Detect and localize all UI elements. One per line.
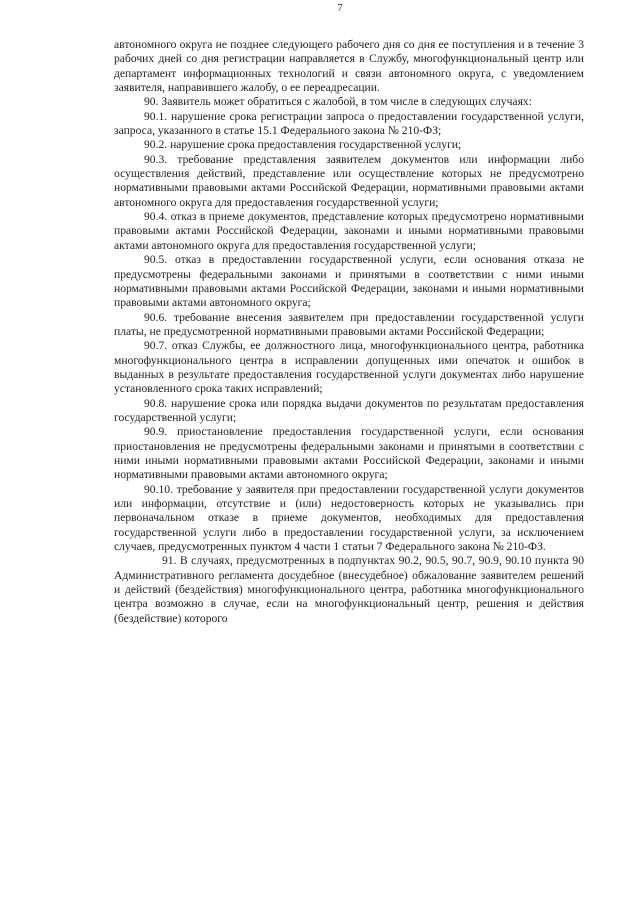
- paragraph: 90.8. нарушение срока или порядка выдачи документов по результатам предоставления государственной услуги;: [114, 396, 584, 424]
- paragraph: 90.1. нарушение срока регистрации запроса о предоставлении государственной услуги, запроса, указанного в статье 15.1 Федерального закона № 210-ФЗ;: [114, 109, 584, 138]
- paragraph: 90.6. требование внесения заявителем при предоставлении государственной услуги платы, не предусмотренной нормативными правовыми актами Российской Федерации;: [114, 310, 584, 338]
- paragraph: 90.7. отказ Службы, ее должностного лица, многофункционального центра, работника многофункционального центра в исправлении допущенных ими опечаток и ошибок в выданных в результате предоставления государственной услуги документах либо нарушение установленного срока таких исправлений;: [114, 339, 584, 396]
- page-number: 7: [337, 2, 343, 14]
- paragraph-continuation: автономного округа не позднее следующего рабочего дня со дня ее поступления и в течение 3 рабочих дней со дня регистрации направляется в Службу, многофункциональный центр или департамент информационных технологий и связи автономного округа, с уведомлением заявителя, направившего жалобу, о ее переадресации.: [114, 38, 584, 95]
- paragraph: 90.4. отказ в приеме документов, представление которых предусмотрено нормативными правовыми актами Российской Федерации, законами и иными нормативными правовыми актами автономного округа для предоставления государственной услуги;: [114, 210, 584, 252]
- document-body: [114, 38, 584, 626]
- paragraph: 90.10. требование у заявителя при предоставлении государственной услуги документов или информации, отсутствие и (или) недостоверность которых не указывались при первоначальном отказе в приеме документов, необходимых для предоставления государственной услуги либо в предоставлении государственной услуги, за исключением случаев, предусмотренных пунктом 4 части 1 статьи 7 Федерального закона № 210-ФЗ.: [114, 482, 584, 554]
- paragraph: 90.9. приостановление предоставления государственной услуги, если основания приостановления не предусмотрены федеральными законами и принятыми в соответствии с ними иными нормативными правовыми актами Российской Федерации, законами и иными нормативными правовыми актами автономного округа;: [114, 425, 584, 482]
- paragraph: 90. Заявитель может обратиться с жалобой, в том числе в следующих случаях:: [144, 95, 532, 109]
- paragraph: 90.3. требование представления заявителем документов или информации либо осуществления действий, представление или осуществление которых не предусмотрено нормативными правовыми актами Российской Федерации, нормативными правовыми актами автономного округа для предоставления государственной услуги;: [114, 152, 584, 209]
- paragraph: 91. В случаях, предусмотренных в подпунктах 90.2, 90.5, 90.7, 90.9, 90.10 пункта 90 Административного регламента досудебное (внесудебное) обжалование заявителем решений и действий (бездействия) многофункционального центра, работника многофункционального центра возможно в случае, если на многофункциональный центр, решения и действия (бездействие) которого: [114, 554, 584, 625]
- paragraph: 90.5. отказ в предоставлении государственной услуги, если основания отказа не предусмотрены федеральными законами и принятыми в соответствии с ними иными нормативными правовыми актами Российской Федерации, законами и иными нормативными правовыми актами автономного округа;: [114, 253, 584, 310]
- paragraph: 90.2. нарушение срока предоставления государственной услуги;: [144, 138, 462, 152]
